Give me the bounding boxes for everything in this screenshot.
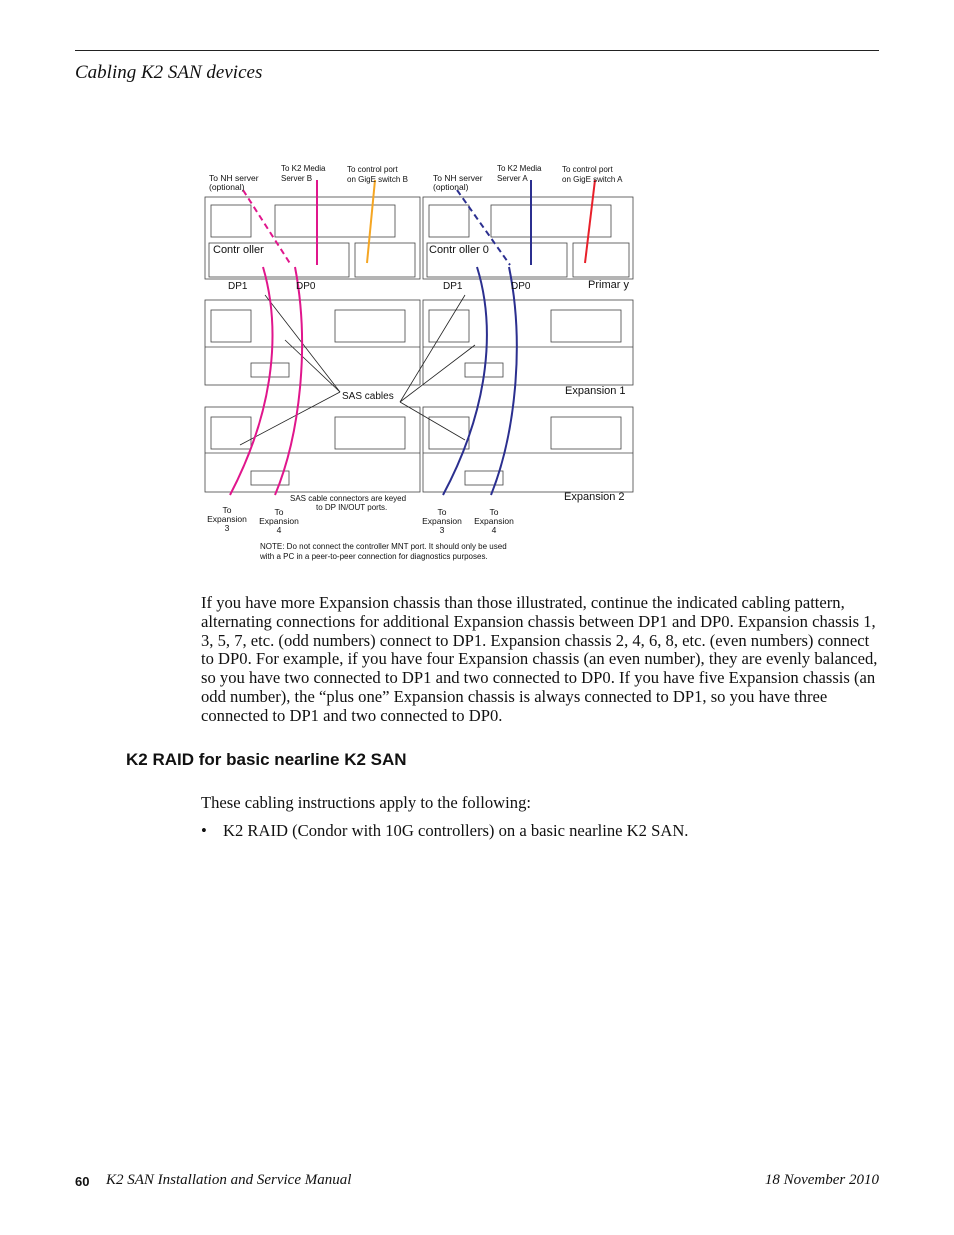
label-dp0-left: DP0 (296, 281, 316, 292)
magenta-cable-dp1-exp (230, 267, 272, 495)
label-gige-a: To control port (562, 165, 613, 174)
label-controller-0: Contr oller 0 (429, 244, 489, 256)
label-to-exp4-left-3: 4 (276, 525, 282, 535)
label-gige-b-2: on GigE switch B (347, 175, 408, 184)
navy-cable-dp0-exp (491, 267, 517, 495)
label-primary: Primar y (588, 279, 629, 291)
label-to-exp4-right-2: Expansion (474, 516, 514, 526)
label-nh-server-a: To NH server (433, 173, 483, 183)
label-media-b: To K2 Media (281, 164, 326, 173)
label-to-exp4-left-2: Expansion (259, 516, 299, 526)
label-nh-server-a-optional: (optional) (433, 182, 469, 192)
label-dp1-right: DP1 (443, 281, 463, 292)
label-expansion-2: Expansion 2 (564, 491, 625, 503)
label-to-exp4-right-3: 4 (491, 525, 497, 535)
label-to-exp3-left-2: Expansion (207, 514, 247, 524)
diagram-note-2: with a PC in a peer-to-peer connection for diagnostics purposes. (260, 552, 488, 561)
primary-chassis-right (423, 197, 633, 279)
body-paragraph: If you have more Expansion chassis than those illustrated, continue the indicated cabling pattern, alternating connections for additional Expansion chassis between DP1 and DP0. Expansion chassis 1, 3, 5, 7, etc. (odd numbers) connect to DP1. Expansion chassis 2, 4, 6, 8, etc. (even numbers) connect to DP0. For example, if you have four Expansion chassis (an even number), they are evenly balanced, so you have two connected to DP1 and two connected to DP0. If you have five Expansion chassis (an odd number), the “plus one” Expansion chassis is always connected to DP1, so you have three connected to DP1 and two connected to DP0. (201, 593, 878, 725)
sas-pointer-lines (240, 295, 475, 445)
label-to-exp4-right: To (489, 507, 499, 517)
label-to-exp3-right: To (437, 507, 447, 517)
label-to-exp3-right-2: Expansion (422, 516, 462, 526)
intro-text: These cabling instructions apply to the following: (201, 793, 531, 812)
label-controller-1: Contr oller (213, 244, 264, 256)
label-nh-server-b: To NH server (209, 173, 259, 183)
label-keyed: SAS cable connectors are keyed (290, 494, 407, 503)
bullet-symbol: • (201, 821, 207, 840)
navy-cable-dp1-exp (443, 267, 487, 495)
label-sas-cables: SAS cables (342, 391, 394, 402)
label-expansion-1: Expansion 1 (565, 385, 626, 397)
bullet-item (201, 821, 688, 841)
label-nh-server-b-optional: (optional) (209, 182, 245, 192)
diagram-note: NOTE: Do not connect the controller MNT port. It should only be used (260, 542, 507, 551)
label-dp0-right: DP0 (511, 281, 531, 292)
label-media-a-2: Server A (497, 174, 528, 183)
label-gige-b: To control port (347, 165, 398, 174)
footer-date: 18 November 2010 (764, 1172, 879, 1188)
orange-cable-gige-b (367, 180, 375, 263)
section-heading: K2 RAID for basic nearline K2 SAN (126, 750, 407, 769)
red-cable-gige-a (585, 180, 595, 263)
chapter-title: Cabling K2 SAN devices (75, 62, 263, 83)
label-to-exp4-left: To (274, 507, 284, 517)
manual-title: K2 SAN Installation and Service Manual (106, 1172, 352, 1188)
label-dp1-left: DP1 (228, 281, 248, 292)
label-to-exp3-left-3: 3 (224, 523, 230, 533)
bullet-text: K2 RAID (Condor with 10G controllers) on a basic nearline K2 SAN. (223, 821, 689, 840)
label-to-exp3-left: To (222, 505, 232, 515)
label-keyed-2: to DP IN/OUT ports. (316, 503, 388, 512)
expansion-2-chassis (205, 407, 633, 492)
cabling-diagram (195, 155, 655, 570)
label-media-a: To K2 Media (497, 164, 542, 173)
header-rule (75, 50, 879, 51)
label-to-exp3-right-3: 3 (439, 525, 445, 535)
page-number: 60 (75, 1174, 90, 1189)
label-gige-a-2: on GigE switch A (562, 175, 623, 184)
cables (230, 180, 595, 495)
label-media-b-2: Server B (281, 174, 313, 183)
magenta-cable-dp0-exp (275, 267, 302, 495)
primary-chassis-left (205, 197, 420, 279)
